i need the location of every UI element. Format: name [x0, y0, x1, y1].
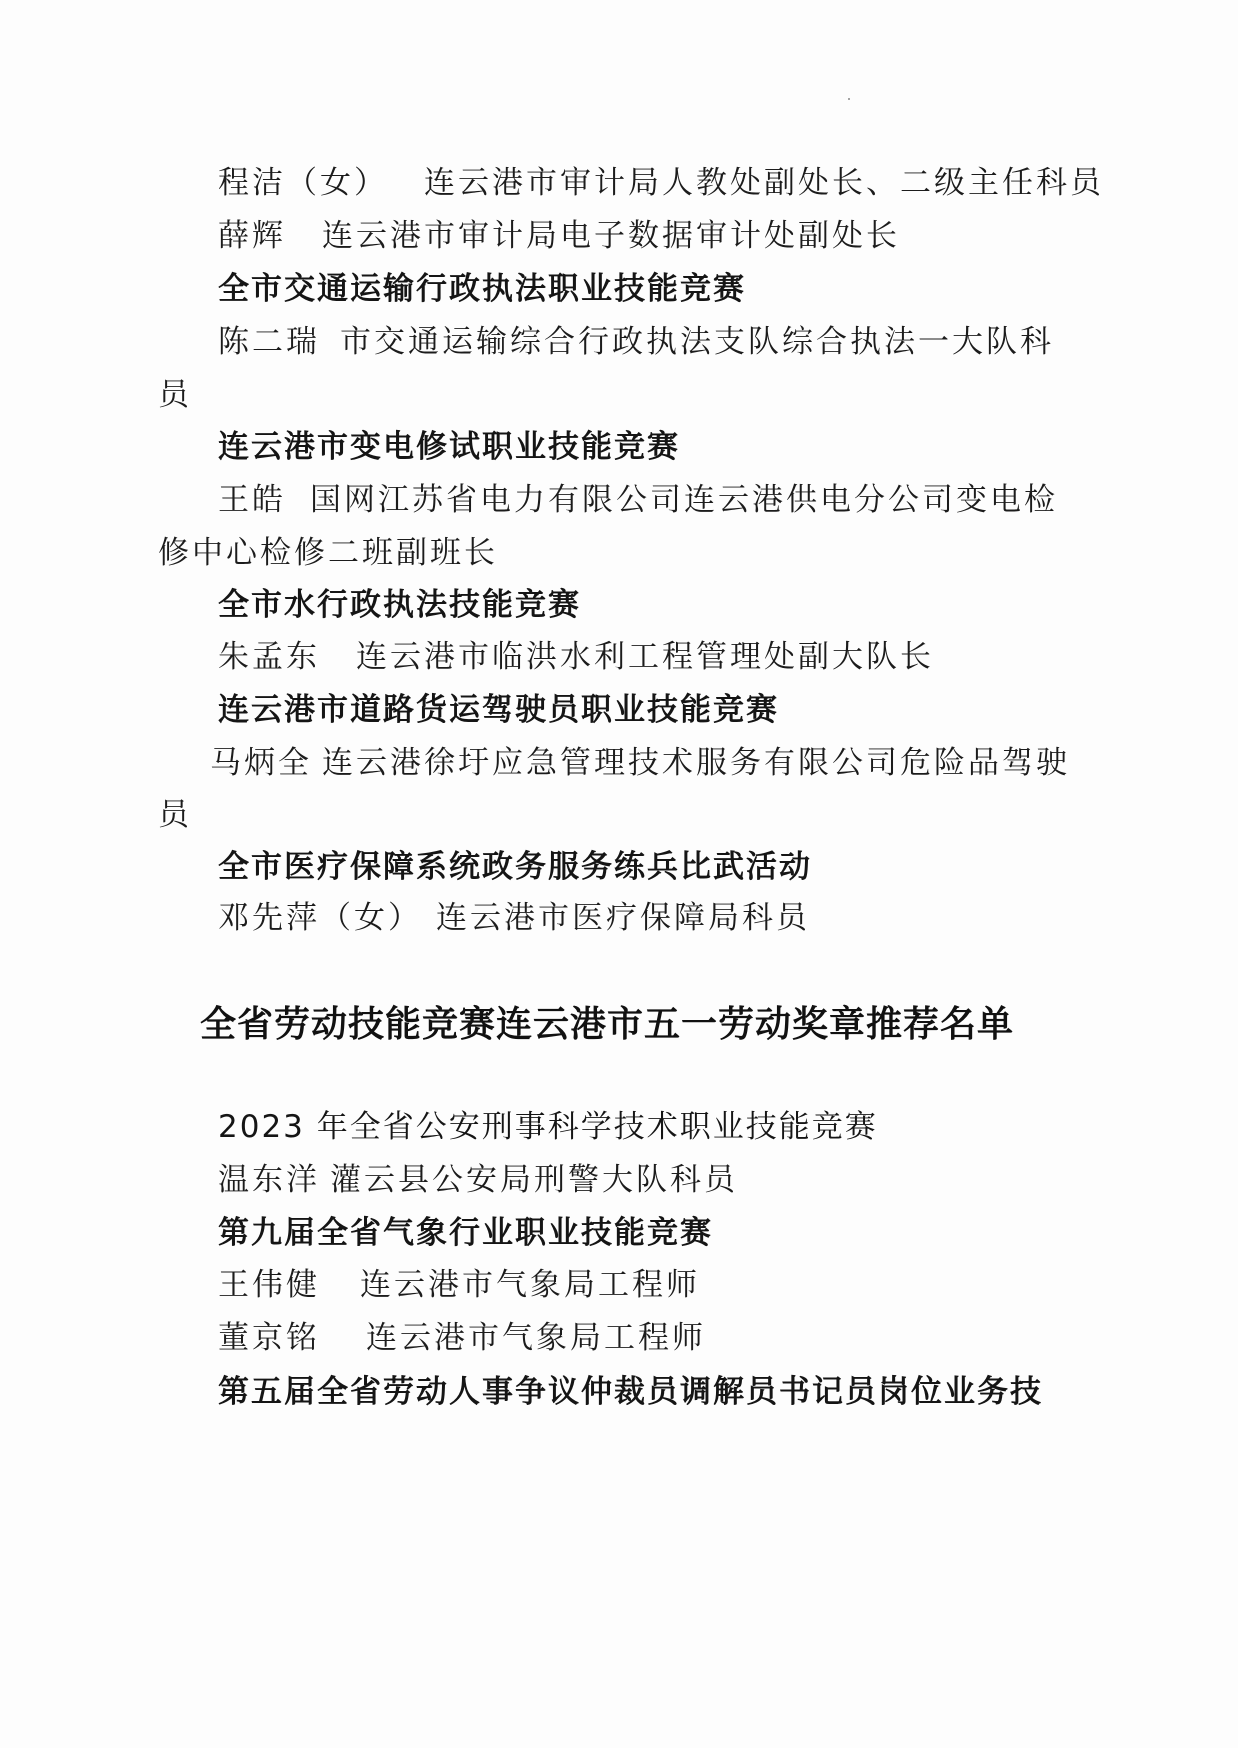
entry-row	[218, 1265, 700, 1305]
scan-speck	[848, 98, 850, 100]
entry-row	[210, 743, 1070, 783]
competition-heading: 全市交通运输行政执法职业技能竞赛	[218, 271, 746, 307]
person-name: 董京铭	[218, 1320, 320, 1356]
entry-continuation: 员	[158, 377, 192, 413]
competition-heading: 第九届全省气象行业职业技能竞赛	[218, 1215, 713, 1251]
section-title: 全省劳动技能竞赛连云港市五一劳动奖章推荐名单	[200, 1003, 1015, 1045]
entry-row	[218, 1318, 706, 1358]
person-name: 温东洋	[218, 1162, 320, 1198]
entry-continuation: 员	[158, 797, 192, 833]
person-name: 王伟健	[218, 1267, 320, 1303]
competition-heading: 第五届全省劳动人事争议仲裁员调解员书记员岗位业务技	[218, 1374, 1043, 1410]
person-name: 朱孟东	[218, 639, 320, 675]
entry-row	[218, 322, 1054, 362]
person-org: 连云港市气象局工程师	[366, 1320, 706, 1356]
competition-heading: 连云港市道路货运驾驶员职业技能竞赛	[218, 692, 779, 728]
competition-heading: 2023 年全省公安刑事科学技术职业技能竞赛	[218, 1109, 878, 1145]
person-org: 连云港市审计局人教处副处长、二级主任科员	[424, 165, 1104, 201]
entry-row	[218, 898, 810, 938]
person-org: 连云港市医疗保障局科员	[436, 900, 810, 936]
entry-row	[218, 216, 900, 256]
person-org: 国网江苏省电力有限公司连云港供电分公司变电检	[310, 482, 1058, 518]
entry-row	[218, 1160, 738, 1200]
person-org: 连云港徐圩应急管理技术服务有限公司危险品驾驶	[322, 745, 1070, 781]
person-name: 薛辉	[218, 218, 286, 254]
entry-row	[218, 480, 1058, 520]
person-org: 连云港市气象局工程师	[360, 1267, 700, 1303]
person-name: 马炳全	[210, 745, 312, 781]
person-name: 陈二瑞	[218, 324, 320, 360]
person-org: 连云港市临洪水利工程管理处副大队长	[356, 639, 934, 675]
competition-heading: 全市医疗保障系统政务服务练兵比武活动	[218, 849, 812, 885]
person-name: 程洁（女）	[218, 165, 388, 201]
person-org: 连云港市审计局电子数据审计处副处长	[322, 218, 900, 254]
person-org: 市交通运输综合行政执法支队综合执法一大队科	[340, 324, 1054, 360]
person-org: 灌云县公安局刑警大队科员	[330, 1162, 738, 1198]
competition-heading: 连云港市变电修试职业技能竞赛	[218, 429, 680, 465]
entry-row	[218, 163, 1104, 203]
person-name: 王皓	[218, 482, 286, 518]
person-name: 邓先萍（女）	[218, 900, 422, 936]
entry-continuation: 修中心检修二班副班长	[158, 535, 498, 571]
entry-row	[218, 637, 934, 677]
competition-heading: 全市水行政执法技能竞赛	[218, 587, 581, 623]
